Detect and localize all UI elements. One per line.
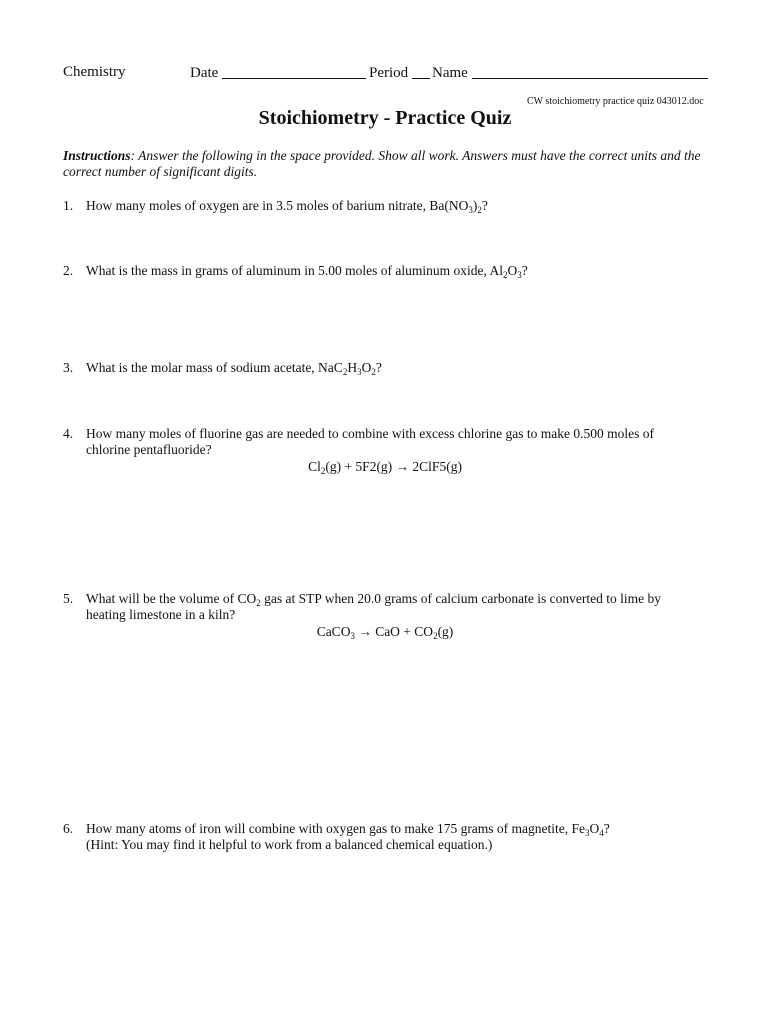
question-text-continued: heating limestone in a kiln? [86,607,236,622]
page-title: Stoichiometry - Practice Quiz [258,107,512,129]
instructions-text: : Answer the following in the space provided. Show all work. Answers must have the correct units and the correct number of significant digits. [63,148,701,179]
question-text: How many atoms of iron will combine with oxygen gas to make 175 grams of magnetite, $Fe_3O_4$? [86,821,610,838]
question-hint: (Hint: You may find it helpful to work from a balanced chemical equation.) [86,837,493,852]
name-label: Name [432,65,468,81]
document-filename: CW stoichiometry practice quiz 043012.doc [527,96,704,107]
period-label: Period [369,65,409,81]
instructions [63,148,703,180]
date-label: Date [190,65,219,81]
date-blank[interactable] [222,64,366,79]
question-number: 3. [63,360,74,375]
question-text: What is the mass in grams of aluminum in 5.00 moles of aluminum oxide, $Al_2O_3$? [86,263,528,280]
question-text-continued: chlorine pentafluoride? [86,442,212,457]
name-blank[interactable] [472,64,708,79]
question-text: What will be the volume of $CO_2$ gas at STP when 20.0 grams of calcium carbonate is converted to lime by [86,591,661,608]
question-number: 4. [63,426,74,441]
equation-4: $Cl_2(g) + 5F2(g) \to 2ClF5(g)$ [308,459,462,476]
question-text: How many moles of oxygen are in 3.5 moles of barium nitrate, $Ba(NO_3)_2$? [86,198,488,215]
question-text: How many moles of fluorine gas are needed to combine with excess chlorine gas to make 0.500 moles of [86,426,654,441]
period-field[interactable] [369,64,430,82]
subject-label: Chemistry [63,64,126,80]
name-field[interactable] [432,64,708,82]
question-number: 1. [63,198,74,213]
instructions-label: Instructions [63,148,131,163]
question-number: 2. [63,263,74,278]
question-text: What is the molar mass of sodium acetate, $NaC_2H_3O_2$? [86,360,382,377]
equation-5: CaCO$_3$ → CaO + $CO_2(g)$ [316,624,454,641]
period-blank[interactable] [412,64,430,79]
question-number: 5. [63,591,74,606]
date-field[interactable] [190,64,366,82]
question-number: 6. [63,821,74,836]
